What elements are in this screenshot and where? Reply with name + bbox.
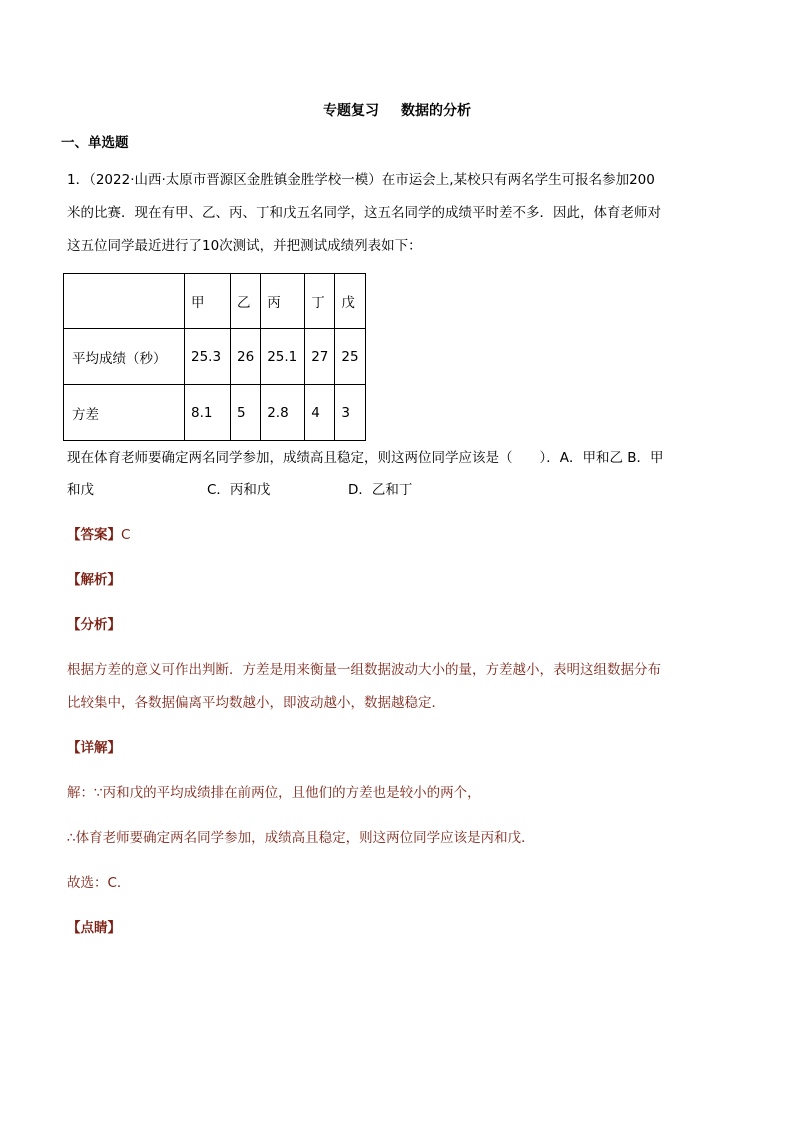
choose-text: 故选：C． [67, 875, 131, 891]
table-cell [64, 274, 185, 329]
fenxi-text-line-2: 比较集中，各数据偏离平均数越小，即波动越小，数据越稳定． [67, 695, 445, 711]
question-line-1: 1．（2022·山西·太原市晋源区金胜镇金胜学校一模）在市运会上,某校只有两名学生可报名参加200 [67, 172, 655, 188]
title-topic: 专题复习 [323, 103, 379, 119]
title-subject: 数据的分析 [401, 103, 471, 119]
answer-label: 【答案】 [67, 527, 121, 543]
question-stem: 现在体育老师要确定两名同学参加，成绩高且稳定，则这两位同学应该是（ ）．A．甲和乙 B．甲 [67, 450, 664, 466]
page-title [0, 100, 794, 120]
option-b-tail: 和戊 [67, 482, 94, 498]
table-cell: 25.3 [185, 329, 231, 385]
fenxi-label: 【分析】 [67, 617, 121, 633]
comment-label: 【点睛】 [67, 920, 121, 936]
fenxi-text-line-1: 根据方差的意义可作出判断．方差是用来衡量一组数据波动大小的量，方差越小，表明这组数据分布 [67, 662, 661, 678]
score-table [63, 273, 366, 441]
table-cell: 甲 [185, 274, 231, 329]
table-cell: 4 [305, 385, 335, 441]
table-cell: 平均成绩（秒） [64, 329, 185, 385]
analysis-label: 【解析】 [67, 572, 121, 588]
table-cell: 3 [335, 385, 366, 441]
question-line-2: 米的比赛．现在有甲、乙、丙、丁和戊五名同学，这五名同学的成绩平时差不多．因此，体育老师对 [67, 205, 661, 221]
table-row [64, 329, 366, 385]
table-cell: 5 [231, 385, 261, 441]
table-cell: 丁 [305, 274, 335, 329]
detail-text-line-2: ∴体育老师要确定两名同学参加，成绩高且稳定，则这两位同学应该是丙和戊． [67, 830, 535, 846]
question-line-3: 这五位同学最近进行了10次测试，并把测试成绩列表如下： [67, 238, 422, 254]
table-cell: 26 [231, 329, 261, 385]
answer-value: C [121, 527, 131, 543]
detail-text-line-1: 解：∵丙和戊的平均成绩排在前两位，且他们的方差也是较小的两个， [67, 785, 481, 801]
table-cell: 乙 [231, 274, 261, 329]
table-cell: 戊 [335, 274, 366, 329]
table-row [64, 385, 366, 441]
table-cell: 27 [305, 329, 335, 385]
answer-line [67, 527, 130, 543]
table-cell: 8.1 [185, 385, 231, 441]
detail-label: 【详解】 [67, 740, 121, 756]
table-header-row [64, 274, 366, 329]
table-cell: 25 [335, 329, 366, 385]
option-c: C．丙和戊 [207, 482, 271, 498]
table-cell: 丙 [261, 274, 305, 329]
table-cell: 25.1 [261, 329, 305, 385]
table-cell: 方差 [64, 385, 185, 441]
table-cell: 2.8 [261, 385, 305, 441]
option-d: D．乙和丁 [348, 482, 413, 498]
section-heading: 一、单选题 [61, 135, 129, 151]
